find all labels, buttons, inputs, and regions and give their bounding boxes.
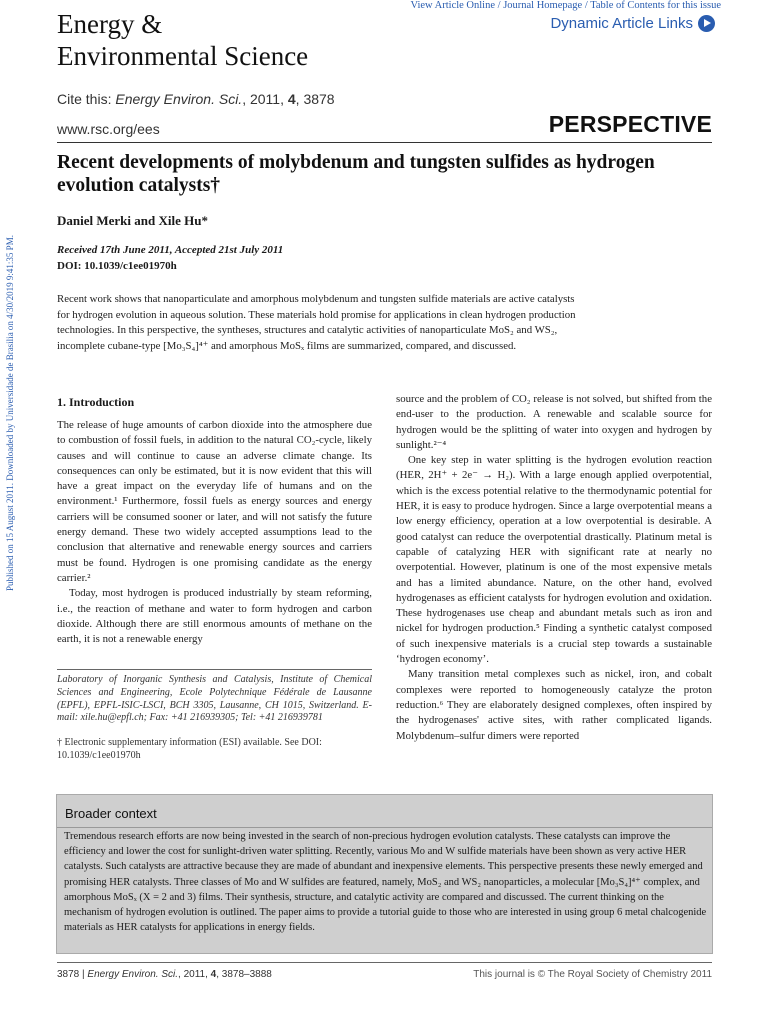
cite-prefix: Cite this: [57,91,116,107]
footer-sep: | [79,969,88,980]
citation-line [57,91,335,107]
right-column [396,392,712,744]
journal-title-line2: Environmental Science [57,41,309,71]
footnote-divider [57,669,372,670]
link-separator: / [582,0,591,11]
table-of-contents-link[interactable]: Table of Contents for this issue [590,0,721,11]
cite-page: , 3878 [295,91,335,107]
footer-citation [57,969,272,980]
affiliation: Laboratory of Inorganic Synthesis and Catalysis, Institute of Chemical Sciences and Engineering, Ecole Polytechnique Fédérale de Lausanne (EPFL), EPFL-ISIC-LSCI, BCH 3305, Lausanne, CH 1015, Switzerland. E-mail: xile.hu@epfl.ch; Fax: +41 216939305; Tel: +41 216939781 [57,674,372,724]
footer-page: 3878 [57,969,80,980]
broader-context-box [56,794,713,954]
broader-context-title: Broader context [65,806,157,821]
paragraph: source and the problem of CO₂ release is not solved, but shifted from the end-user to the production. A renewable and scalable source for hydrogen would be the splitting of water into oxygen and hydrogen by sunlight.²⁻⁴ [396,393,712,451]
link-separator: / [495,0,504,11]
journal-homepage-link[interactable]: Journal Homepage [503,0,583,11]
dynamic-article-links[interactable] [550,15,715,32]
paragraph: The release of huge amounts of carbon dioxide into the atmosphere due to combustion of fossil fuels, in addition to the natural CO₂-cycle, likely causes and will continue to cause an adverse climate change. Its consequences can only be estimated, but it is now evident that this will have a great impact on the everyday life of humans and on the environment.¹ Furthermore, fossil fuels as energy sources and energy carriers will be consumed sooner or later, and will not satisfy the future energy demand. These two widely accepted assumptions lead to the conclusion that alternative and renewable energy sources and carriers must be found. Hydrogen is one promising candidate as the energy carrier.² [57,419,372,584]
top-links [411,0,722,11]
broader-context-text: Tremendous research efforts are now being invested in the search of non-precious hydrogen evolution catalysts. These catalysts can improve the efficiency and lower the cost for sunlight-driven water splitting. Recently, various Mo and W sulfide materials have been shown as very active HER catalysts. Such catalysts are attractive because they are made of abundant and inexpensive elements. This perspective presents these newly emerged and promising HER catalysts. Three classes of Mo and W sulfides are featured, namely, MoS₂ and WS₂ nanoparticles, a molecular [Mo₃S₄]⁴⁺ complex, and amorphous MoSₓ (X = 2 and 3) films. Their synthesis, structure, and catalytic activity are compared and discussed. The current thinking on the mechanism of hydrogen evolution is outlined. The paper aims to provide a tutorial guide to those who are interested in using group 6 metal chalcogenide materials as HER catalysts for applications in energy fields. [64,831,707,934]
footer-pages: , 3878–3888 [216,969,272,980]
side-download-stamp [3,203,16,623]
cite-volume: 4 [287,91,296,107]
section-heading: 1. Introduction [57,395,135,409]
side-download-stamp-text: Published on 15 August 2011. Downloaded by Universidade de Brasilia on 4/30/2019 9:41:35 PM. [4,235,15,591]
article-title: Recent developments of molybdenum and tungsten sulfides as hydrogen evolution catalysts† [57,152,655,196]
article-type-label: PERSPECTIVE [548,111,712,137]
footer-divider [57,962,712,963]
doi[interactable]: DOI: 10.1039/c1ee01970h [57,260,177,272]
journal-title-line1: Energy & [57,9,163,39]
header-divider [57,142,712,143]
journal-title [57,8,308,72]
journal-url[interactable]: www.rsc.org/ees [57,121,160,137]
paragraph: Many transition metal complexes such as nickel, iron, and cobalt complexes were reported to homogeneously catalyze the proton reduction.⁶ They are elaborately designed complexes, often inspired by the hydrogenases' active sites, with rather complicated ligands. Molybdenum–sulfur dimers were reported [396,668,712,742]
received-dates: Received 17th June 2011, Accepted 21st July 2011 [57,244,284,256]
footer-volume: 4 [210,969,217,980]
play-arrow-icon[interactable] [698,15,715,32]
paragraph: Today, most hydrogen is produced industrially by steam reforming, i.e., the reaction of methane and water to form hydrogen and carbon dioxide. Although there are still enormous amounts of methane on the earth, it is not a renewable energy [57,587,372,646]
footer-copyright: This journal is © The Royal Society of Chemistry 2011 [473,969,712,980]
paragraph: One key step in water splitting is the hydrogen evolution reaction (HER, 2H⁺ + 2e⁻ → H₂). With a large enough applied overpotential, which is the excess potential relative to the thermodynamic potential for HER, it is easy to produce hydrogen. Since a large overpotential means a low energy efficiency, operation at a low overpotential is desirable. A good catalyst can reduce the overpotential drastically. Platinum metal is capable of catalyzing HER with significant rate at nearly no overpotential. However, platinum is one of the most expensive metals and has a limited abundance. Nature, on the other hand, evolved hydrogenases as efficient catalysts for hydrogen evolution and oxidation. These hydrogenases use cheap and abundant metals such as iron and nickel for hydrogen production.⁵ Finding a synthetic catalyst composed of such inexpensive materials is a crucial step towards a sustainable ‘hydrogen economy’. [396,454,712,666]
cite-year: , 2011, [242,91,288,107]
abstract: Recent work shows that nanoparticulate and amorphous molybdenum and tungsten sulfide materials are active catalysts for hydrogen evolution in aqueous solution. These materials hold promise for applications in clean hydrogen production technologies. In this perspective, the syntheses, structures and catalytic activities of nanoparticulate MoS₂ and WS₂, incomplete cubane-type [Mo₃S₄]⁴⁺ and amorphous MoSₓ films are summarized, compared, and discussed. [57,293,576,352]
broader-context-divider [57,827,712,828]
esi-note: † Electronic supplementary information (ESI) available. See DOI: 10.1039/c1ee01970h [57,737,322,761]
dynamic-article-links-label[interactable]: Dynamic Article Links [550,15,693,32]
view-article-online-link[interactable]: View Article Online [410,0,496,11]
cite-journal: Energy Environ. Sci. [115,91,243,107]
footer-journal: Energy Environ. Sci. [87,969,179,980]
authors: Daniel Merki and Xile Hu* [57,213,208,228]
left-column [57,418,372,647]
footer-year: , 2011, [178,969,211,980]
